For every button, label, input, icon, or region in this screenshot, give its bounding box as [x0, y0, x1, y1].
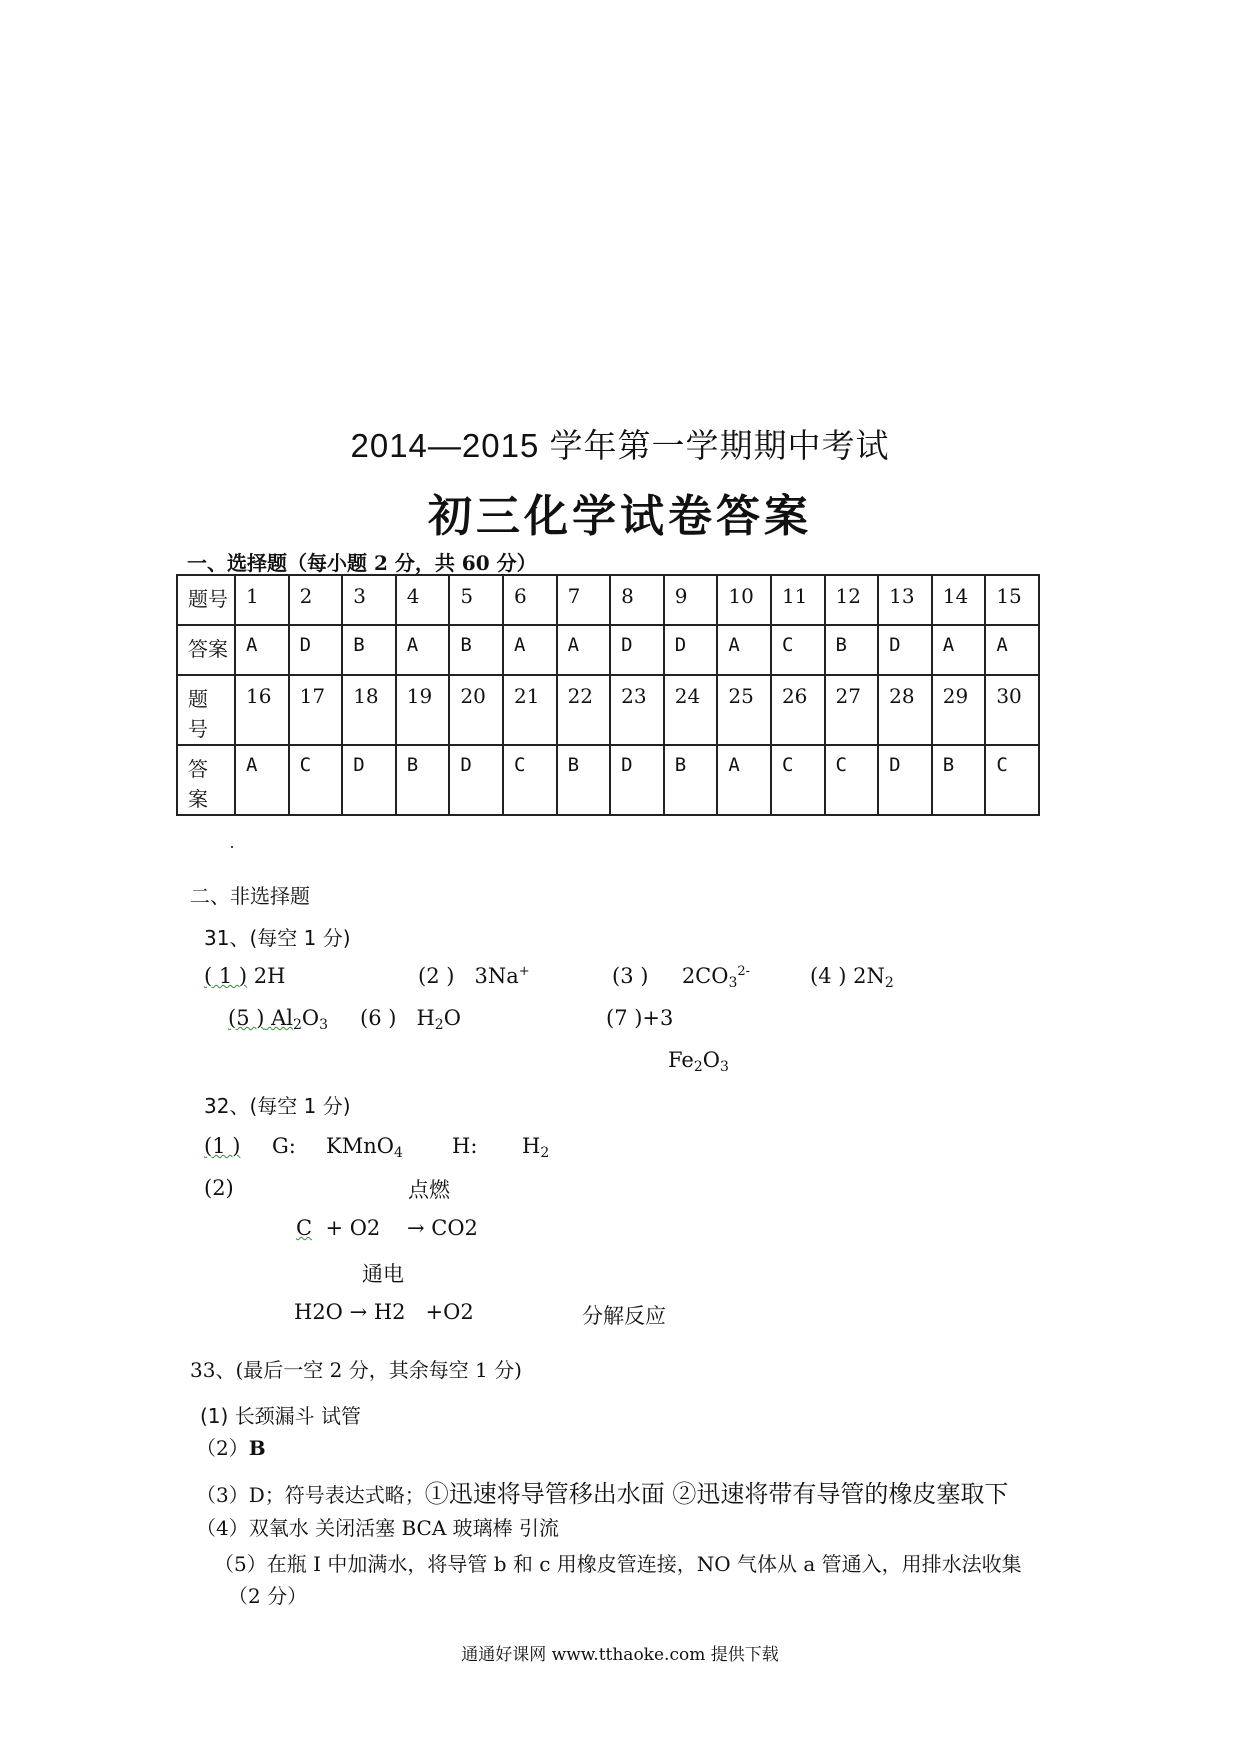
q32-title: 32、(每空 1 分): [204, 1094, 351, 1118]
answer-cell: D: [878, 625, 932, 675]
answer-cell: C: [289, 745, 343, 815]
subscript: 4: [393, 1145, 403, 1161]
question-number: 11: [771, 575, 825, 625]
answer-cell: B: [449, 625, 503, 675]
q33-value-4: 双氧水 关闭活塞 BCA 玻璃棒 引流: [248, 1516, 559, 1540]
question-number: 16: [235, 675, 289, 745]
q33-answer-4: [196, 1512, 559, 1541]
formula-part: KMnO: [326, 1134, 394, 1158]
question-number: 28: [878, 675, 932, 745]
q32-h-label: H:: [452, 1134, 478, 1158]
subscript: 2: [293, 1017, 302, 1033]
question-number: 10: [717, 575, 771, 625]
row-label-part: 号: [188, 717, 208, 741]
q32-equation-1: [296, 1216, 478, 1240]
section1-heading: 一、选择题（每小题 2 分，共 60 分）: [187, 551, 537, 575]
q32-condition-electrolysis: 通电: [362, 1262, 404, 1286]
question-number: 6: [503, 575, 557, 625]
q31-label-2: (2 ): [418, 964, 455, 988]
answer-cell: C: [825, 745, 879, 815]
row-label-number: 题号: [177, 575, 235, 625]
question-number: 26: [771, 675, 825, 745]
subscript: 3: [728, 975, 738, 991]
answer-cell: B: [825, 625, 879, 675]
row-label-answer: 答案: [177, 625, 235, 675]
q33-answer-3: [196, 1474, 1008, 1509]
table-row: [177, 625, 1039, 675]
answer-cell: A: [932, 625, 986, 675]
equation-part: +O2: [425, 1300, 474, 1324]
question-number: 30: [985, 675, 1039, 745]
q32-part-1: [204, 1134, 240, 1158]
answer-cell: A: [503, 625, 557, 675]
q33-value-5: 在瓶 I 中加满水，将导管 b 和 c 用橡皮管连接，NO 气体从 a 管通入，用排水法收集: [266, 1552, 1022, 1576]
q31-value-5-part: O: [301, 1006, 320, 1030]
table-row: [177, 575, 1039, 625]
answer-cell: A: [396, 625, 450, 675]
q31-formula-7-part: Fe: [668, 1048, 694, 1072]
q33-answer-5: [214, 1548, 1022, 1577]
charge-superscript: 2-: [737, 964, 751, 979]
formula-part: H: [522, 1134, 541, 1158]
q32-h-formula: [522, 1134, 549, 1161]
answer-cell: D: [878, 745, 932, 815]
q33-answer-2: [196, 1432, 266, 1461]
q31-label-7: (7 ): [606, 1006, 643, 1030]
answer-cell: A: [985, 625, 1039, 675]
question-number: 1: [235, 575, 289, 625]
q33-label-5: （5）: [214, 1552, 267, 1576]
question-number: 22: [557, 675, 611, 745]
question-number: 18: [342, 675, 396, 745]
q31-value-6-part: H: [416, 1006, 435, 1030]
reactant: C: [296, 1216, 313, 1240]
q33-value-3-head: D；符号表达式略；: [248, 1483, 425, 1507]
q31-value-6-part: O: [443, 1006, 461, 1030]
q31-value-7: +3: [642, 1006, 674, 1030]
question-number: 13: [878, 575, 932, 625]
question-number: 24: [664, 675, 718, 745]
stray-dot: [231, 846, 233, 848]
table-row: [177, 745, 1039, 815]
q31-answer-2: [418, 964, 530, 988]
answer-cell: D: [289, 625, 343, 675]
subscript: 2: [434, 1017, 444, 1033]
answer-cell: C: [771, 625, 825, 675]
row-label-answer: [177, 745, 235, 815]
subscript: 3: [720, 1059, 729, 1075]
question-number: 5: [449, 575, 503, 625]
q31-title: 31、(每空 1 分): [204, 926, 351, 950]
answer-cell: B: [396, 745, 450, 815]
answer-cell: C: [503, 745, 557, 815]
q31-label-5: [228, 1006, 293, 1030]
q32-condition-ignite: 点燃: [408, 1178, 450, 1202]
subscript: 2: [540, 1145, 550, 1161]
question-number: 4: [396, 575, 450, 625]
charge-superscript: +: [518, 964, 530, 979]
q33-label-3: （3）: [196, 1483, 249, 1507]
q32-g-label: G:: [272, 1134, 296, 1158]
section2-heading: 二、非选择题: [190, 884, 310, 908]
q33-answer-1: (1) 长颈漏斗 试管: [200, 1404, 362, 1428]
q31-value-5-part: Al: [271, 1006, 293, 1030]
question-number: 8: [610, 575, 664, 625]
answer-cell: B: [932, 745, 986, 815]
question-number: 29: [932, 675, 986, 745]
subscript: 3: [319, 1017, 329, 1033]
answer-cell: B: [557, 745, 611, 815]
q31-answer-5: [228, 1006, 328, 1033]
question-number: 15: [985, 575, 1039, 625]
q31-answer-1: [204, 964, 285, 988]
q31-formula-7: [668, 1048, 729, 1075]
answer-cell: D: [664, 625, 718, 675]
question-number: 23: [610, 675, 664, 745]
q31-answer-4: [810, 964, 894, 991]
row-label-part: 案: [188, 787, 208, 811]
subscript: 2: [884, 975, 894, 991]
q31-label-1: ( 1 ): [204, 964, 248, 988]
question-number: 14: [932, 575, 986, 625]
table-row: [177, 675, 1039, 745]
reactant: + O2: [325, 1216, 381, 1240]
product: → CO2: [407, 1216, 478, 1240]
answer-cell: D: [342, 745, 396, 815]
q31-label-5-text: (5 ): [228, 1006, 265, 1030]
answer-cell: D: [610, 625, 664, 675]
q31-value-4: 2N: [853, 964, 885, 988]
answer-cell: D: [610, 745, 664, 815]
q32-label-2: (2): [204, 1176, 234, 1200]
question-number: 19: [396, 675, 450, 745]
q31-formula-7-part: O: [702, 1048, 720, 1072]
answer-cell: D: [449, 745, 503, 815]
q31-answer-7: [606, 1006, 673, 1030]
q33-answer-5-score: （2 分）: [228, 1584, 308, 1608]
question-number: 2: [289, 575, 343, 625]
question-number: 17: [289, 675, 343, 745]
q31-label-3: (3 ): [612, 964, 649, 988]
q31-value-2: 3Na: [474, 964, 519, 988]
q33-title: 33、(最后一空 2 分，其余每空 1 分): [190, 1358, 522, 1382]
answer-cell: A: [235, 745, 289, 815]
q31-answer-6: [360, 1006, 461, 1033]
question-number: 7: [557, 575, 611, 625]
answer-cell: A: [235, 625, 289, 675]
answer-sheet-title: 初三化学试卷答案: [428, 491, 812, 542]
q32-reaction-type: 分解反应: [582, 1304, 666, 1328]
question-number: 20: [449, 675, 503, 745]
answer-cell: A: [557, 625, 611, 675]
row-label-part: 答: [188, 757, 208, 781]
q31-label-4: (4 ): [810, 964, 847, 988]
question-number: 21: [503, 675, 557, 745]
exam-title: 2014—2015 学年第一学期期中考试: [350, 427, 890, 464]
question-number: 25: [717, 675, 771, 745]
row-label-part: 题: [188, 687, 208, 711]
q33-value-2: B: [248, 1436, 266, 1460]
subscript: 2: [693, 1059, 703, 1075]
answer-cell: A: [717, 625, 771, 675]
q33-label-2: （2）: [196, 1436, 249, 1460]
answer-table: [176, 574, 1040, 816]
answer-cell: B: [342, 625, 396, 675]
q32-label-1: (1 ): [204, 1134, 241, 1158]
answer-cell: B: [664, 745, 718, 815]
answer-cell: C: [985, 745, 1039, 815]
question-number: 3: [342, 575, 396, 625]
q32-equation-2: [294, 1300, 474, 1324]
footer-text: 通通好课网 www.tthaoke.com 提供下载: [461, 1645, 779, 1665]
q31-answer-3: [612, 964, 750, 991]
question-number: 9: [664, 575, 718, 625]
question-number: 12: [825, 575, 879, 625]
q31-label-6: (6 ): [360, 1006, 397, 1030]
question-number: 27: [825, 675, 879, 745]
q32-g-formula: [326, 1134, 403, 1161]
answer-cell: A: [717, 745, 771, 815]
q31-value-3: 2CO: [681, 964, 729, 988]
q31-value-1: 2H: [253, 964, 286, 988]
row-label-number: [177, 675, 235, 745]
q33-value-3-tail: ①迅速将导管移出水面 ②迅速将带有导管的橡皮塞取下: [424, 1480, 1009, 1508]
equation-part: H2O → H2: [294, 1300, 406, 1324]
answer-cell: C: [771, 745, 825, 815]
q33-label-4: （4）: [196, 1516, 249, 1540]
